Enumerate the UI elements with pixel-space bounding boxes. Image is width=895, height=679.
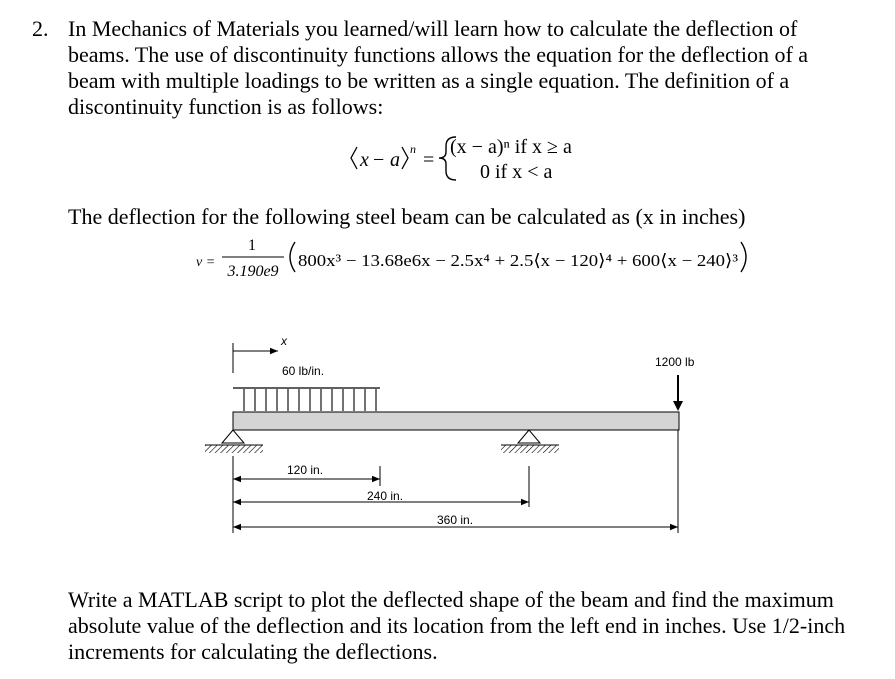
equation-lhs: v = bbox=[196, 255, 216, 270]
point-load-arrow bbox=[673, 375, 683, 411]
dimension-360-label: 360 in. bbox=[437, 513, 474, 527]
intro-line: beam with multiple loadings to be written as a single equation. The definition of a bbox=[68, 68, 790, 93]
outro-line: increments for calculating the deflections. bbox=[68, 639, 438, 664]
equation-numerator: 1 bbox=[248, 237, 256, 254]
problem-number: 2. bbox=[32, 16, 49, 41]
svg-text:=: = bbox=[423, 149, 435, 171]
distributed-load bbox=[233, 388, 380, 411]
distributed-load-label: 60 lb/in. bbox=[282, 364, 325, 378]
dimension-120-label: 120 in. bbox=[287, 463, 324, 477]
definition-case-2: 0 if x < a bbox=[480, 161, 553, 183]
deflection-intro: The deflection for the following steel beam can be calculated as (x in inches) bbox=[68, 204, 746, 229]
svg-text:−: − bbox=[373, 149, 385, 171]
svg-text:a: a bbox=[390, 149, 400, 171]
outro-paragraph bbox=[68, 587, 878, 665]
left-support bbox=[205, 430, 263, 453]
dimension-240-label: 240 in. bbox=[367, 489, 404, 503]
x-axis-label: x bbox=[281, 334, 287, 348]
svg-text:n: n bbox=[410, 142, 416, 156]
intro-line: discontinuity function is as follows: bbox=[68, 94, 384, 119]
outro-line: Write a MATLAB script to plot the deflected shape of the beam and find the maximum bbox=[68, 587, 834, 612]
x-axis-indicator bbox=[233, 343, 278, 373]
definition-case-1: (x − a)ⁿ if x ≥ a bbox=[450, 136, 572, 158]
intro-line: beams. The use of discontinuity functions allows the equation for the deflection of a bbox=[68, 42, 809, 67]
outro-line: absolute value of the deflection and its location from the left end in inches. Use 1/2-inch bbox=[68, 613, 846, 638]
middle-support bbox=[501, 430, 559, 453]
beam bbox=[233, 412, 679, 430]
equation-denominator: 3.190e9 bbox=[227, 263, 279, 280]
equation-body: 800x³ − 13.68e6x − 2.5x⁴ + 2.5⟨x − 120⟩⁴ + 600⟨x − 240⟩³ bbox=[298, 251, 738, 270]
intro-line: In Mechanics of Materials you learned/will learn how to calculate the deflection of bbox=[68, 16, 798, 41]
point-load-label: 1200 lb bbox=[655, 355, 695, 369]
svg-text:x: x bbox=[360, 149, 369, 171]
